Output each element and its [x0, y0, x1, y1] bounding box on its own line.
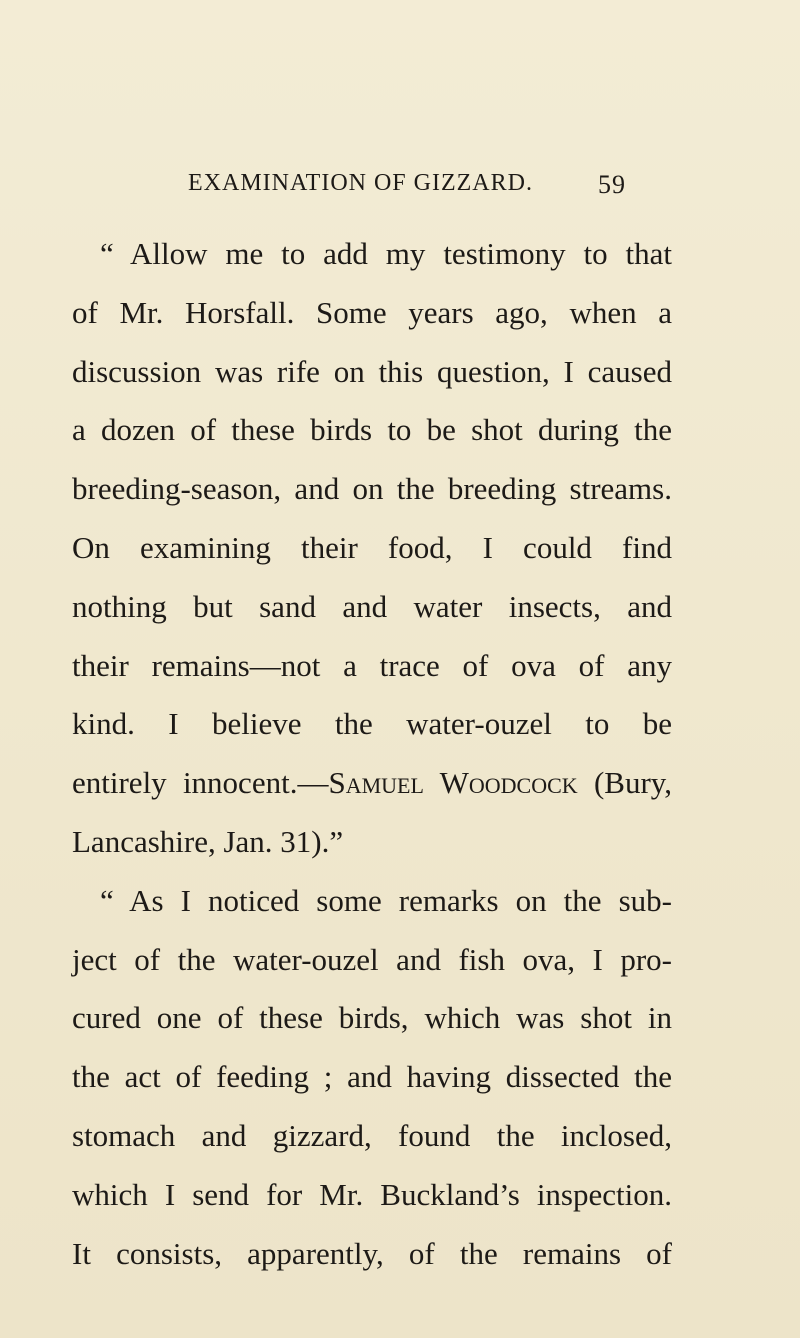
- text-line: discussion was rife on this question, I caused: [72, 353, 672, 389]
- running-head: EXAMINATION OF GIZZARD.: [188, 170, 533, 196]
- text-line: stomach and gizzard, found the inclosed,: [72, 1117, 672, 1153]
- text-line: “ As I noticed some remarks on the sub-: [100, 882, 672, 918]
- page-header: [188, 170, 626, 204]
- body-text: [72, 225, 672, 1283]
- text-line: breeding-season, and on the breeding streams.: [72, 471, 672, 507]
- text-line: It consists, apparently, of the remains of: [72, 1235, 672, 1271]
- text-line: of Mr. Horsfall. Some years ago, when a: [72, 294, 672, 330]
- text-line: Lancashire, Jan. 31).”: [72, 823, 344, 859]
- text-line: the act of feeding ; and having dissected the: [72, 1059, 672, 1095]
- text-line: [72, 754, 672, 813]
- text-line: ject of the water-ouzel and fish ova, I pro-: [72, 941, 672, 977]
- text-line: nothing but sand and water insects, and: [72, 588, 672, 624]
- text-line: “ Allow me to add my testimony to that: [100, 236, 672, 271]
- text-segment: entirely innocent.—: [72, 765, 329, 801]
- author-name: Samuel Woodcock: [328, 765, 578, 801]
- text-line: which I send for Mr. Buckland’s inspection.: [72, 1176, 672, 1212]
- text-line: their remains—not a trace of ova of any: [72, 647, 672, 683]
- text-line: kind. I believe the water-ouzel to be: [72, 706, 672, 742]
- page-number: 59: [598, 170, 626, 199]
- text-line: cured one of these birds, which was shot in: [72, 1000, 672, 1036]
- text-line: On examining their food, I could find: [72, 529, 672, 565]
- text-segment: (Bury,: [577, 765, 672, 801]
- text-line: a dozen of these birds to be shot during the: [72, 412, 672, 448]
